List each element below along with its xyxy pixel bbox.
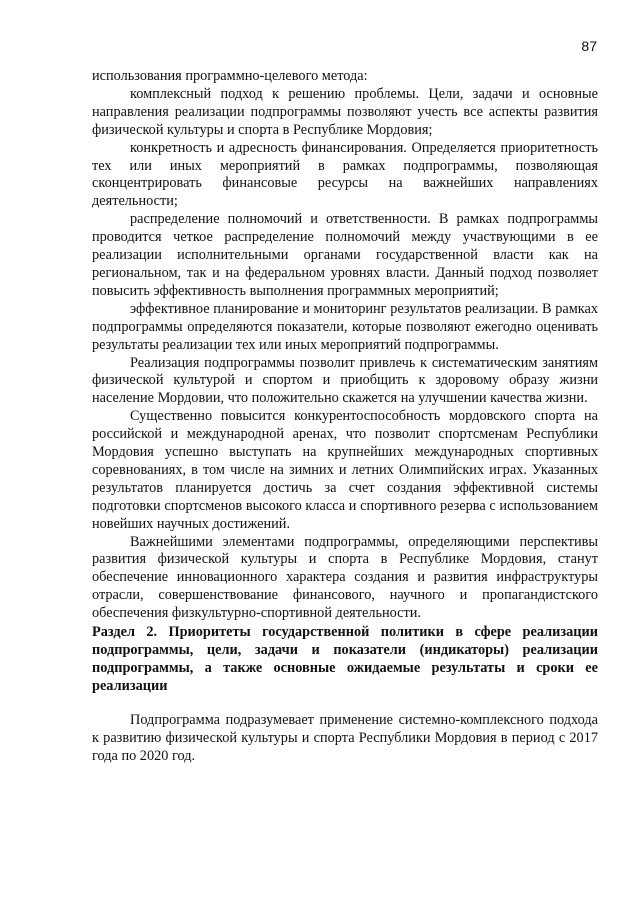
paragraph: эффективное планирование и мониторинг результатов реализации. В рамках подпрограммы определяются показатели, которые позволяют ежегодно оценивать результаты реализации тех или иных мероприятий подпрограммы. bbox=[92, 300, 598, 353]
document-body bbox=[92, 68, 598, 766]
paragraph: Существенно повысится конкурентоспособность мордовского спорта на российской и международной аренах, что позволит спортсменам Республики Мордовия успешно выступать на крупнейших международных спортивных соревнованиях, в том числе на зимних и летних Олимпийских играх. Указанных результатов планируется достичь за счет создания эффективной системы подготовки спортсменов высокого класса и спортивного резерва с использованием новейших научных достижений. bbox=[92, 408, 598, 532]
paragraph: распределение полномочий и ответственности. В рамках подпрограммы проводится четкое распределение полномочий между участвующими в ее реализации исполнительными органами государственной власти как на региональном, так и на федеральном уровнях власти. Данный подход позволяет повысить эффективность выполнения программных мероприятий; bbox=[92, 211, 598, 299]
page-number: 87 bbox=[581, 38, 597, 54]
section-heading: Раздел 2. Приоритеты государственной политики в сфере реализации подпрограммы, цели, задачи и показатели (индикаторы) реализации подпрограммы, а также основные ожидаемые результаты и сроки ее реализации bbox=[92, 624, 598, 695]
paragraph: Важнейшими элементами подпрограммы, определяющими перспективы развития физической культуры и спорта в Республике Мордовия, станут обеспечение инновационного характера создания и развития инфраструктуры отрасли, совершенствование финансового, научного и пропагандистского обеспечения физкультурно-спортивной деятельности. bbox=[92, 533, 598, 622]
paragraph: Реализация подпрограммы позволит привлечь к систематическим занятиям физической культурой и спортом и приобщить к здоровому образу жизни население Мордовии, что положительно скажется на улучшении качества жизни. bbox=[92, 354, 598, 407]
paragraph: использования программно-целевого метода: bbox=[92, 68, 368, 84]
paragraph: конкретность и адресность финансирования. Определяется приоритетность тех или иных мероприятий в рамках подпрограммы, позволяющая сконцентрировать финансовые ресурсы на важнейших направлениях деятельности; bbox=[92, 139, 598, 210]
section-paragraph: Подпрограмма подразумевает применение системно-комплексного подхода к развитию физической культуры и спорта Республики Мордовия в период с 2017 года по 2020 год. bbox=[92, 712, 598, 764]
paragraph: комплексный подход к решению проблемы. Цели, задачи и основные направления реализации подпрограммы позволяют учесть все аспекты развития физической культуры и спорта в Республике Мордовия; bbox=[92, 85, 598, 138]
